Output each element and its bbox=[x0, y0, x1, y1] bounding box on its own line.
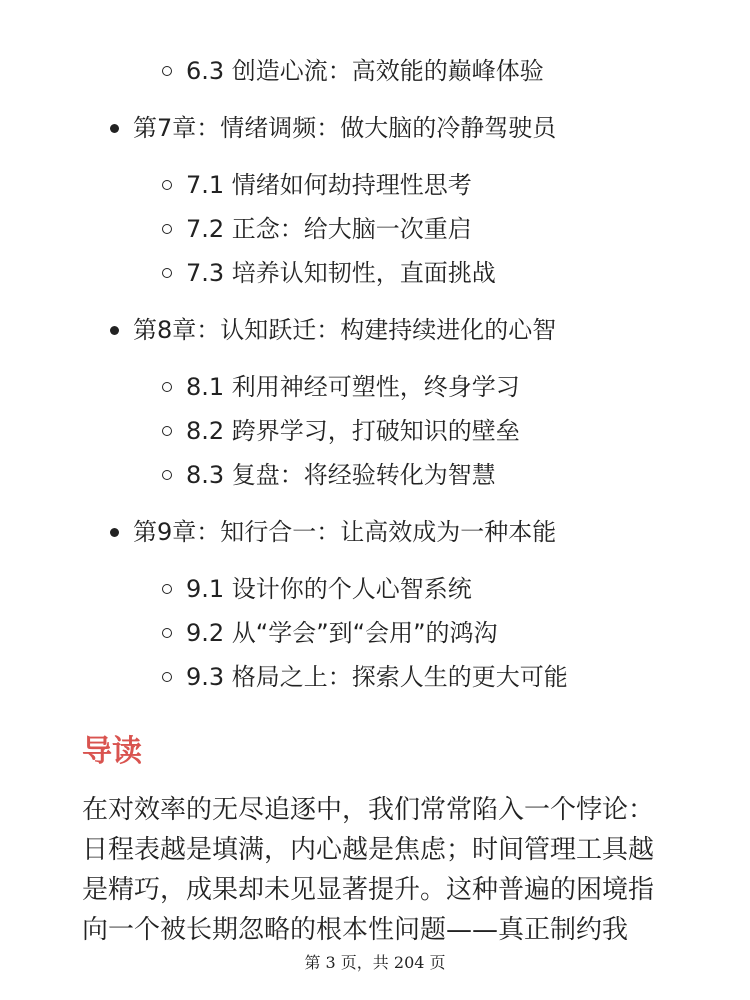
toc-item-label: 9.3 格局之上：探索人生的更大可能 bbox=[186, 663, 568, 691]
toc-item-label: 6.3 创造心流：高效能的巅峰体验 bbox=[186, 57, 544, 85]
toc-section-6-3[interactable] bbox=[162, 56, 544, 86]
hollow-bullet-icon bbox=[162, 426, 172, 436]
toc-item-label: 7.2 正念：给大脑一次重启 bbox=[186, 215, 472, 243]
intro-heading: 导读 bbox=[82, 734, 142, 769]
toc-item-label: 第7章：情绪调频：做大脑的冷静驾驶员 bbox=[133, 114, 557, 142]
hollow-bullet-icon bbox=[162, 224, 172, 234]
filled-bullet-icon bbox=[110, 528, 119, 537]
hollow-bullet-icon bbox=[162, 180, 172, 190]
toc-item-label: 8.3 复盘：将经验转化为智慧 bbox=[186, 461, 496, 489]
toc-item-label: 9.1 设计你的个人心智系统 bbox=[186, 575, 472, 603]
toc-item-label: 8.1 利用神经可塑性，终身学习 bbox=[186, 373, 520, 401]
filled-bullet-icon bbox=[110, 326, 119, 335]
paragraph-line: 是精巧，成果却未见显著提升。这种普遍的困境指 bbox=[82, 875, 655, 905]
page-number-footer: 第 3 页，共 204 页 bbox=[304, 953, 446, 972]
paragraph-line: 日程表越是填满，内心越是焦虑；时间管理工具越 bbox=[82, 835, 655, 865]
toc-item-label: 第9章：知行合一：让高效成为一种本能 bbox=[133, 518, 557, 546]
toc-section-8-2[interactable] bbox=[162, 416, 520, 446]
toc-item-label: 第8章：认知跃迁：构建持续进化的心智 bbox=[133, 316, 557, 344]
toc-section-9-2[interactable] bbox=[162, 618, 498, 648]
toc-item-label: 7.1 情绪如何劫持理性思考 bbox=[186, 171, 472, 199]
toc-section-7-3[interactable] bbox=[162, 258, 496, 288]
toc-chapter-8[interactable] bbox=[110, 315, 556, 345]
hollow-bullet-icon bbox=[162, 672, 172, 682]
paragraph-line: 在对效率的无尽追逐中，我们常常陷入一个悖论： bbox=[82, 795, 655, 825]
toc-section-9-1[interactable] bbox=[162, 574, 472, 604]
toc-section-8-3[interactable] bbox=[162, 460, 496, 490]
hollow-bullet-icon bbox=[162, 268, 172, 278]
toc-chapter-9[interactable] bbox=[110, 517, 556, 547]
filled-bullet-icon bbox=[110, 124, 119, 133]
toc-chapter-7[interactable] bbox=[110, 113, 556, 143]
toc-section-7-1[interactable] bbox=[162, 170, 472, 200]
hollow-bullet-icon bbox=[162, 628, 172, 638]
paragraph-line: 向一个被长期忽略的根本性问题——真正制约我 bbox=[82, 915, 629, 945]
hollow-bullet-icon bbox=[162, 584, 172, 594]
toc-item-label: 7.3 培养认知韧性，直面挑战 bbox=[186, 259, 496, 287]
toc-item-label: 8.2 跨界学习，打破知识的壁垒 bbox=[186, 417, 520, 445]
hollow-bullet-icon bbox=[162, 470, 172, 480]
toc-section-8-1[interactable] bbox=[162, 372, 520, 402]
toc-section-7-2[interactable] bbox=[162, 214, 472, 244]
toc-section-9-3[interactable] bbox=[162, 662, 568, 692]
hollow-bullet-icon bbox=[162, 382, 172, 392]
hollow-bullet-icon bbox=[162, 66, 172, 76]
toc-item-label: 9.2 从“学会”到“会用”的鸿沟 bbox=[186, 619, 498, 647]
